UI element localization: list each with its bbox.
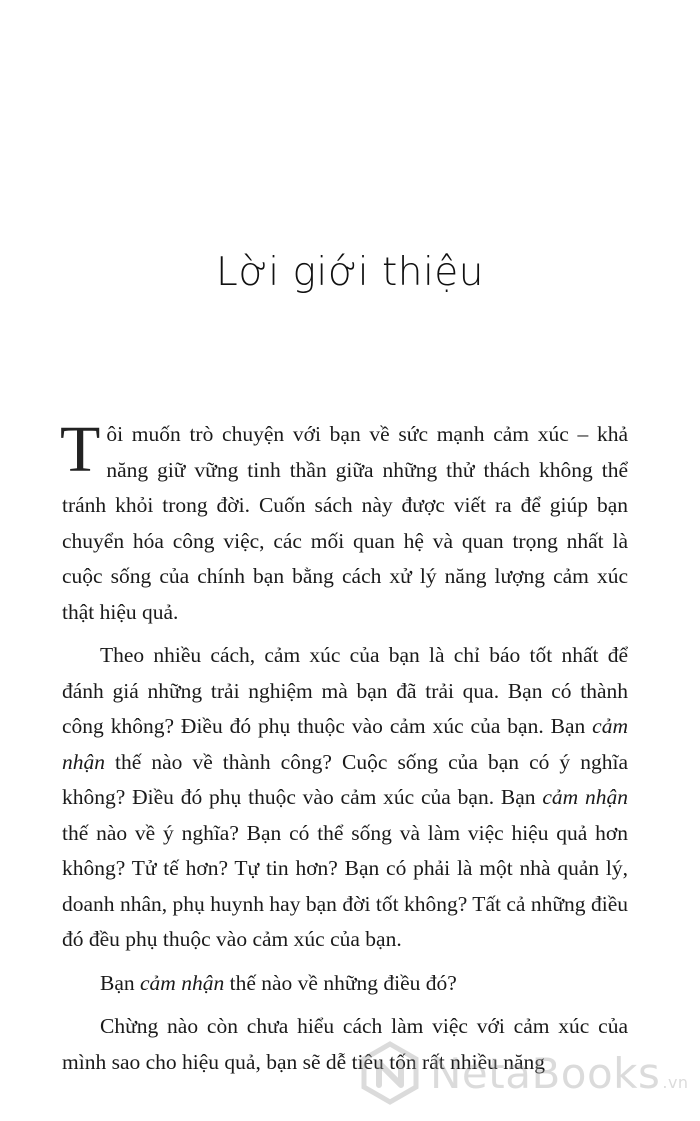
- paragraph-1-text: ôi muốn trò chuyện với bạn về sức mạnh cảm xúc – khả năng giữ vững tinh thần giữa những thử thách không thể tránh khỏi trong đời. Cuốn sách này được viết ra để giúp bạn chuyển hóa công việc, các mối quan hệ và quan trọng nhất là cuộc sống của chính bạn bằng cách xử lý năng lượng cảm xúc thật hiệu quả.: [62, 422, 628, 624]
- watermark-brand: NetaBooks: [430, 1049, 661, 1098]
- watermark-tld: .vn: [662, 1073, 689, 1092]
- paragraph-2-emphasis-2: cảm nhận: [542, 785, 628, 809]
- paragraph-2-part-a: Theo nhiều cách, cảm xúc của bạn là chỉ báo tốt nhất để đánh giá những trải nghiệm mà bạn đã trải qua. Bạn có thành công không? Điều đó phụ thuộc vào cảm xúc của bạn. Bạn: [62, 643, 628, 738]
- paragraph-2: [62, 638, 628, 958]
- netabooks-logo-icon: [358, 1041, 422, 1105]
- paragraph-2-emphasis-1: cảm nhận: [62, 714, 628, 774]
- paragraph-3: [62, 966, 628, 1002]
- drop-cap: T: [60, 413, 101, 486]
- paragraph-3-part-b: thế nào về những điều đó?: [224, 970, 457, 995]
- chapter-title: Lời giới thiệu: [215, 250, 485, 295]
- paragraph-3-part-a: Bạn: [100, 970, 141, 995]
- watermark-text: [430, 1049, 689, 1098]
- paragraph-1: [60, 413, 628, 630]
- paragraph-2-part-c: thế nào về ý nghĩa? Bạn có thể sống và làm việc hiệu quả hơn không? Tử tế hơn? Tự tin hơn? Bạn có phải là một nhà quản lý, doanh nhân, phụ huynh hay bạn đời tốt không? Tất cả những điều đó đều phụ thuộc vào cảm xúc của bạn.: [62, 820, 628, 951]
- paragraph-4-text: Chừng nào còn chưa hiểu cách làm việc với cảm xúc của mình sao cho hiệu quả, bạn sẽ dễ tiêu tốn rất nhiều năng: [62, 1014, 628, 1074]
- paragraph-3-emphasis: cảm nhận: [140, 970, 225, 995]
- paragraph-2-part-b: thế nào về thành công? Cuộc sống của bạn có ý nghĩa không? Điều đó phụ thuộc vào cảm xúc của bạn. Bạn: [62, 749, 628, 809]
- body-text: [60, 413, 628, 1088]
- watermark: [358, 1041, 688, 1105]
